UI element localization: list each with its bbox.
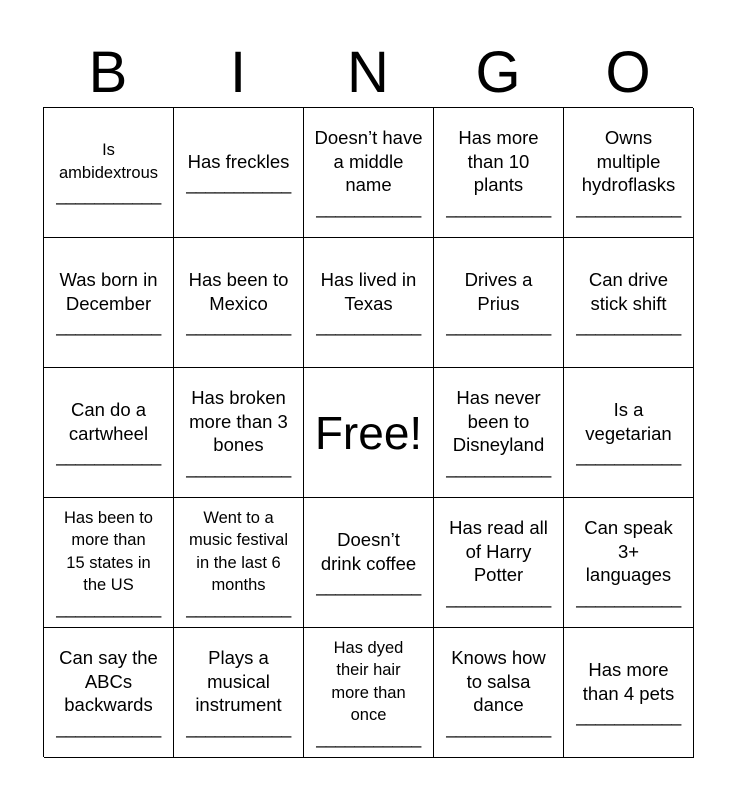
- bingo-square[interactable]: [434, 368, 564, 498]
- square-prompt: Knows how to salsa dance: [451, 647, 546, 716]
- name-blank-line: ___________: [576, 197, 681, 218]
- square-prompt: Drives a Prius: [464, 269, 533, 314]
- name-blank-line: ___________: [446, 457, 551, 478]
- square-prompt: Is ambidextrous: [58, 141, 159, 182]
- bingo-square[interactable]: [564, 498, 694, 628]
- square-prompt: Has broken more than 3 bones: [189, 387, 288, 456]
- square-prompt: Has read all of Harry Potter: [449, 517, 548, 586]
- name-blank-line: ___________: [56, 597, 161, 618]
- bingo-square[interactable]: [174, 628, 304, 758]
- bingo-square[interactable]: [564, 238, 694, 368]
- bingo-square[interactable]: [44, 368, 174, 498]
- bingo-square[interactable]: [304, 628, 434, 758]
- name-blank-line: ___________: [576, 316, 681, 336]
- name-blank-line: ___________: [186, 457, 291, 478]
- header-letter: O: [605, 40, 651, 105]
- bingo-square[interactable]: [434, 498, 564, 628]
- bingo-square[interactable]: [564, 368, 694, 498]
- square-prompt: Doesn’t drink coffee: [320, 529, 417, 574]
- bingo-square[interactable]: [564, 108, 694, 238]
- bingo-square[interactable]: [304, 238, 434, 368]
- square-prompt: Can say the ABCs backwards: [59, 647, 158, 716]
- bingo-square[interactable]: [564, 628, 694, 758]
- name-blank-line: ___________: [576, 587, 681, 608]
- square-prompt: Has lived in Texas: [320, 269, 417, 314]
- square-prompt: Has more than 10 plants: [458, 127, 539, 196]
- square-prompt: Owns multiple hydroflasks: [581, 127, 676, 196]
- name-blank-line: ___________: [316, 197, 421, 218]
- square-prompt: Can speak 3+ languages: [584, 517, 673, 586]
- bingo-square[interactable]: [174, 368, 304, 498]
- name-blank-line: ___________: [186, 597, 291, 618]
- name-blank-line: ___________: [186, 174, 291, 195]
- header-letter: N: [347, 40, 389, 105]
- bingo-square[interactable]: [174, 238, 304, 368]
- name-blank-line: ___________: [56, 446, 161, 466]
- square-prompt: Plays a musical instrument: [195, 647, 282, 716]
- bingo-square[interactable]: [174, 498, 304, 628]
- bingo-square[interactable]: [44, 628, 174, 758]
- square-prompt: Can do a cartwheel: [68, 399, 149, 444]
- header-letter: B: [88, 40, 128, 105]
- bingo-header: [43, 38, 693, 108]
- square-prompt: Was born in December: [59, 269, 158, 314]
- name-blank-line: ___________: [576, 446, 681, 466]
- bingo-square[interactable]: [434, 628, 564, 758]
- bingo-square[interactable]: [304, 498, 434, 628]
- bingo-square[interactable]: [434, 108, 564, 238]
- bingo-card: [43, 107, 693, 757]
- header-letter: I: [229, 40, 247, 105]
- square-prompt: Went to a music festival in the last 6 months: [188, 508, 289, 594]
- name-blank-line: ___________: [316, 316, 421, 336]
- square-prompt: Has been to Mexico: [188, 269, 289, 314]
- bingo-square[interactable]: [44, 108, 174, 238]
- name-blank-line: ___________: [576, 706, 681, 726]
- name-blank-line: ___________: [56, 717, 161, 738]
- square-prompt: Has more than 4 pets: [582, 659, 675, 704]
- bingo-square[interactable]: [44, 238, 174, 368]
- free-space[interactable]: [304, 368, 434, 498]
- bingo-square[interactable]: [304, 108, 434, 238]
- bingo-square[interactable]: [44, 498, 174, 628]
- square-prompt: Has never been to Disneyland: [452, 387, 545, 456]
- name-blank-line: ___________: [186, 316, 291, 336]
- square-prompt: Is a vegetarian: [585, 399, 672, 444]
- name-blank-line: ___________: [186, 717, 291, 738]
- name-blank-line: ___________: [316, 576, 421, 596]
- name-blank-line: ___________: [446, 587, 551, 608]
- name-blank-line: ___________: [316, 727, 421, 748]
- name-blank-line: ___________: [446, 197, 551, 218]
- bingo-square[interactable]: [434, 238, 564, 368]
- square-prompt: Has dyed their hair more than once: [331, 638, 406, 724]
- square-prompt: Can drive stick shift: [588, 269, 669, 314]
- square-prompt: Has been to more than 15 states in the US: [64, 508, 153, 594]
- header-letter: G: [475, 40, 521, 105]
- square-prompt: Doesn’t have a middle name: [314, 127, 423, 196]
- free-label: Free!: [314, 406, 423, 459]
- name-blank-line: ___________: [56, 316, 161, 336]
- name-blank-line: ___________: [446, 316, 551, 336]
- name-blank-line: ___________: [56, 185, 161, 205]
- square-prompt: Has freckles: [187, 150, 290, 172]
- bingo-square[interactable]: [174, 108, 304, 238]
- name-blank-line: ___________: [446, 717, 551, 738]
